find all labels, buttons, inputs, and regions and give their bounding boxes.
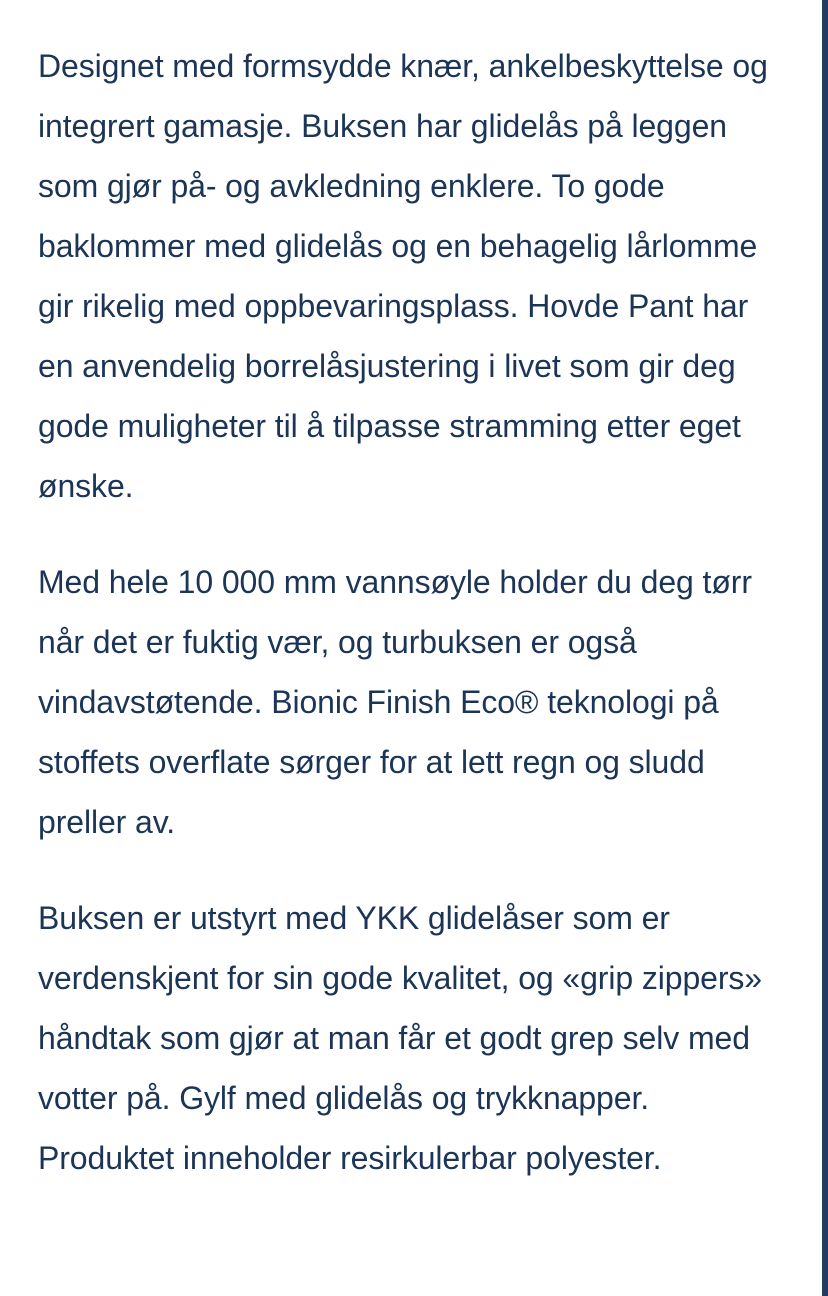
product-description xyxy=(38,36,786,1224)
description-paragraph-1: Designet med formsydde knær, ankelbeskyttelse og integrert gamasje. Buksen har glidelås på leggen som gjør på- og avkledning enklere. To gode baklommer med glidelås og en behagelig lårlomme gir rikelig med oppbevaringsplass. Hovde Pant har en anvendelig borrelåsjustering i livet som gir deg gode muligheter til å tilpasse stramming etter eget ønske. xyxy=(38,48,768,504)
panel-edge-divider xyxy=(822,0,828,1296)
description-paragraph-2: Med hele 10 000 mm vannsøyle holder du deg tørr når det er fuktig vær, og turbuksen er også vindavstøtende. Bionic Finish Eco® teknologi på stoffets overflate sørger for at lett regn og sludd preller av. xyxy=(38,564,752,840)
description-paragraph-3: Buksen er utstyrt med YKK glidelåser som er verdenskjent for sin gode kvalitet, og «grip zippers» håndtak som gjør at man får et godt grep selv med votter på. Gylf med glidelås og trykknapper. Produktet inneholder resirkulerbar polyester. xyxy=(38,900,762,1176)
